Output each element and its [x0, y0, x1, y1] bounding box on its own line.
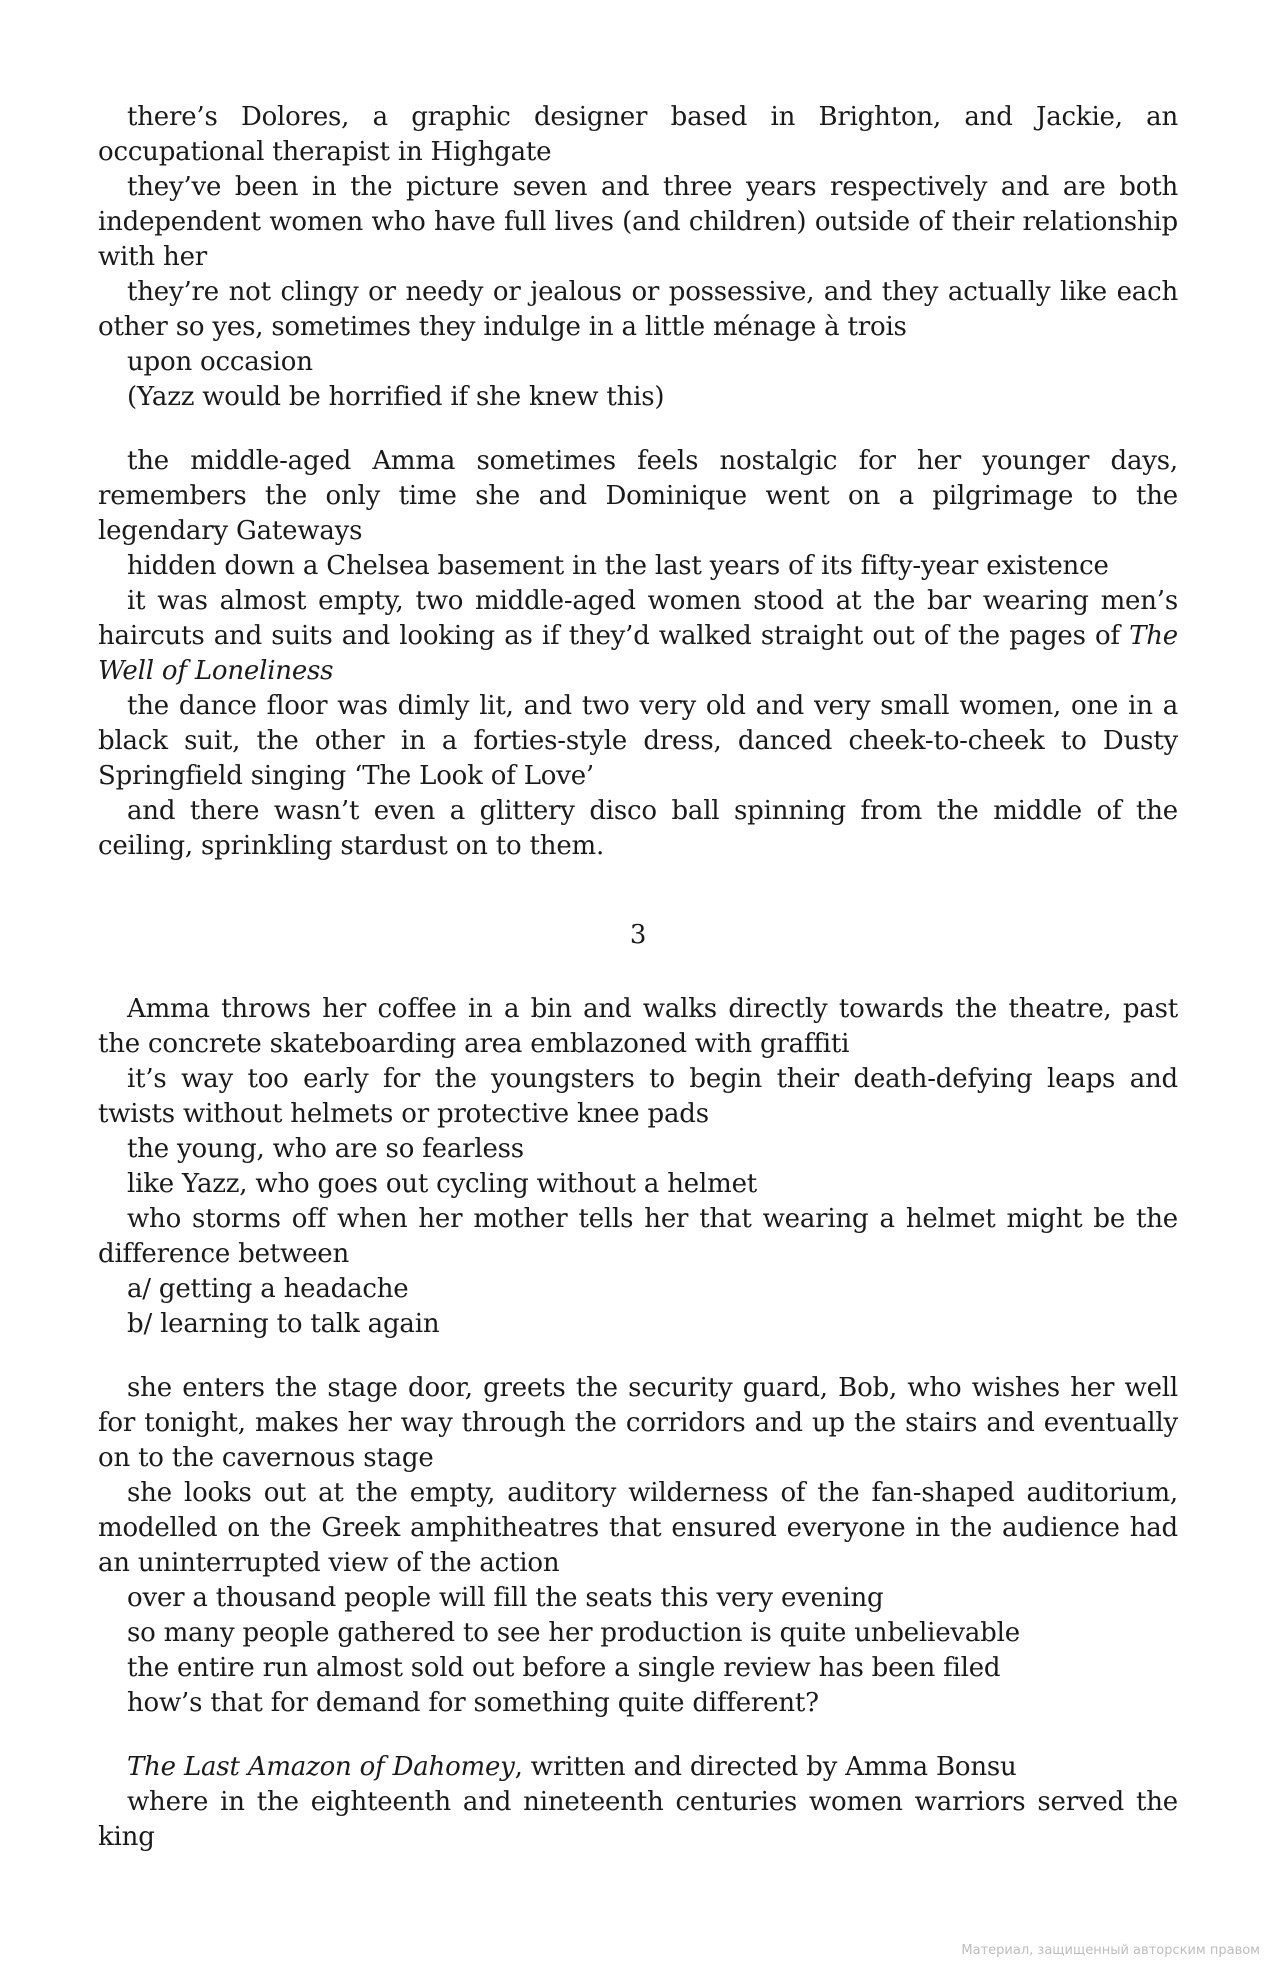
- text-segment: the middle-aged Amma sometimes feels nostalgic for her younger days, remembers the only time she and Dominique went on a pilgrimage to the legendary Gateways: [98, 446, 1178, 546]
- text-segment: it was almost empty, two middle-aged women stood at the bar wearing men’s haircuts and suits and looking as if they’d walked straight out of the pages of: [98, 586, 1178, 651]
- text-line: [98, 1686, 1178, 1721]
- text-segment: , written and directed by Amma Bonsu: [514, 1752, 1017, 1782]
- text-segment: like Yazz, who goes out cycling without a helmet: [127, 1169, 758, 1199]
- text-line: [98, 549, 1178, 584]
- text-line: [98, 1132, 1178, 1167]
- text-line: [98, 345, 1178, 380]
- text-line: [98, 1476, 1178, 1581]
- text-segment: the dance floor was dimly lit, and two very old and very small women, one in a black suit, the other in a forties-style dress, danced cheek-to-cheek to Dusty Springfield singing ‘The Look of Love’: [98, 691, 1178, 791]
- text-segment: it’s way too early for the youngsters to begin their death-defying leaps and twists without helmets or protective knee pads: [98, 1064, 1178, 1129]
- text-segment: they’re not clingy or needy or jealous or possessive, and they actually like each other so yes, sometimes they indulge in a little ménage à trois: [98, 277, 1178, 342]
- paragraph-gap: [98, 1721, 1178, 1750]
- text-line: [98, 444, 1178, 549]
- text-line: [98, 1651, 1178, 1686]
- text-segment: and there wasn’t even a glittery disco ball spinning from the middle of the ceiling, sprinkling stardust on to them.: [98, 796, 1178, 861]
- text-line: [98, 1167, 1178, 1202]
- text-line: [98, 584, 1178, 689]
- text-line: [98, 100, 1178, 170]
- text-segment: how’s that for demand for something quite different?: [127, 1688, 819, 1718]
- text-line: [98, 380, 1178, 415]
- text-segment: over a thousand people will fill the seats this very evening: [127, 1583, 884, 1613]
- page-body: [98, 100, 1178, 1855]
- text-line: [98, 1581, 1178, 1616]
- text-segment: a/ getting a headache: [127, 1274, 409, 1304]
- text-line: [98, 1785, 1178, 1855]
- copyright-watermark: Материал, защищенный авторским правом: [961, 1943, 1260, 1958]
- paragraph-gap: [98, 1342, 1178, 1371]
- text-segment: (Yazz would be horrified if she knew this): [127, 382, 665, 412]
- text-line: [98, 275, 1178, 345]
- text-segment: where in the eighteenth and nineteenth centuries women warriors served the king: [98, 1787, 1178, 1852]
- text-segment: she enters the stage door, greets the security guard, Bob, who wishes her well for tonight, makes her way through the corridors and up the stairs and eventually on to the cavernous stage: [98, 1373, 1178, 1473]
- text-line: [98, 1750, 1178, 1785]
- text-segment: she looks out at the empty, auditory wilderness of the fan-shaped auditorium, modelled on the Greek amphitheatres that ensured everyone in the audience had an uninterrupted view of the action: [98, 1478, 1178, 1578]
- text-segment: the entire run almost sold out before a single review has been filed: [127, 1653, 1001, 1683]
- section-number: 3: [629, 920, 647, 950]
- text-line: [98, 689, 1178, 794]
- italic-title: The Last Amazon of Dahomey: [127, 1752, 515, 1782]
- italic-title: The Well of Loneliness: [98, 621, 1178, 686]
- text-line: [98, 170, 1178, 275]
- text-segment: who storms off when her mother tells her that wearing a helmet might be the difference between: [98, 1204, 1178, 1269]
- text-line: [98, 1202, 1178, 1272]
- text-line: [98, 1371, 1178, 1476]
- text-segment: the young, who are so fearless: [127, 1134, 524, 1164]
- text-segment: upon occasion: [127, 347, 313, 377]
- text-line: [98, 1616, 1178, 1651]
- text-segment: they’ve been in the picture seven and three years respectively and are both independent women who have full lives (and children) outside of their relationship with her: [98, 172, 1178, 272]
- text-line: [98, 1062, 1178, 1132]
- section-3-text: [98, 992, 1178, 1855]
- pre-section-text: [98, 100, 1178, 864]
- paragraph-gap: [98, 415, 1178, 444]
- text-line: [98, 992, 1178, 1062]
- text-line: [98, 1272, 1178, 1307]
- text-segment: b/ learning to talk again: [127, 1309, 440, 1339]
- text-segment: so many people gathered to see her production is quite unbelievable: [127, 1618, 1020, 1648]
- text-line: [98, 1307, 1178, 1342]
- text-segment: there’s Dolores, a graphic designer based in Brighton, and Jackie, an occupational therapist in Highgate: [98, 102, 1178, 167]
- text-segment: Amma throws her coffee in a bin and walks directly towards the theatre, past the concrete skateboarding area emblazoned with graffiti: [98, 994, 1178, 1059]
- text-line: [98, 794, 1178, 864]
- text-segment: hidden down a Chelsea basement in the last years of its fifty-year existence: [127, 551, 1109, 581]
